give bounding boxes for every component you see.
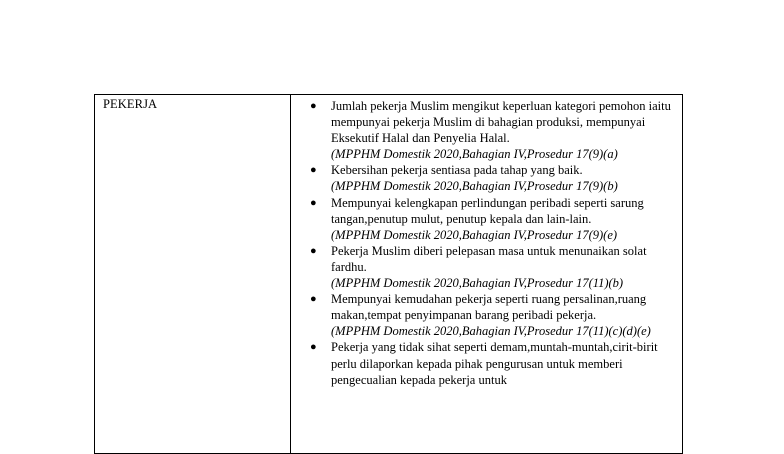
list-item [291, 243, 676, 291]
item-reference: (MPPHM Domestik 2020,Bahagian IV,Prosedur 17(9)(b) [331, 179, 618, 194]
item-text: Mempunyai kemudahan pekerja seperti ruang persalinan,ruang makan,tempat penyimpanan barang peribadi pekerja. [331, 292, 647, 323]
bullet-icon: ● [310, 164, 317, 177]
item-text: Mempunyai kelengkapan perlindungan peribadi seperti sarung tangan,penutup mulut, penutup kepala dan lain-lain. [331, 195, 644, 226]
item-reference: (MPPHM Domestik 2020,Bahagian IV,Prosedur 17(11)(c)(d)(e) [331, 324, 651, 339]
bullet-icon: ● [310, 100, 317, 112]
list-item [291, 291, 676, 339]
item-reference: (MPPHM Domestik 2020,Bahagian IV,Prosedur 17(11)(b) [331, 276, 624, 291]
item-reference: (MPPHM Domestik 2020,Bahagian IV,Prosedur 17(9)(a) [331, 147, 618, 162]
row-label: PEKERJA [103, 97, 158, 111]
list-item [291, 162, 676, 194]
bullet-icon: ● [310, 196, 317, 209]
row-content-cell [291, 95, 683, 454]
list-item [291, 195, 676, 243]
bullet-icon: ● [310, 293, 317, 306]
item-text: Jumlah pekerja Muslim mengikut keperluan kategori pemohon iaitu mempunyai pekerja Muslim di bahagian produksi, mempunyai Eksekutif Halal dan Penyelia Halal. [331, 99, 671, 146]
item-text: Pekerja yang tidak sihat seperti demam,muntah-muntah,cirit-birit perlu dilaporkan kepada pihak pengurusan untuk memberi pengecualian kepada pekerja untuk [331, 340, 658, 387]
requirements-table [94, 94, 683, 454]
item-text: Pekerja Muslim diberi pelepasan masa untuk menunaikan solat fardhu. [331, 243, 647, 274]
list-item [291, 98, 676, 162]
requirement-list [291, 95, 682, 388]
item-reference: (MPPHM Domestik 2020,Bahagian IV,Prosedur 17(9)(e) [331, 227, 618, 242]
table-row [95, 95, 683, 454]
bullet-icon: ● [310, 244, 317, 257]
list-item [291, 339, 676, 387]
row-label-cell [95, 95, 291, 454]
bullet-icon: ● [310, 341, 317, 354]
item-text: Kebersihan pekerja sentiasa pada tahap yang baik. [331, 163, 583, 178]
